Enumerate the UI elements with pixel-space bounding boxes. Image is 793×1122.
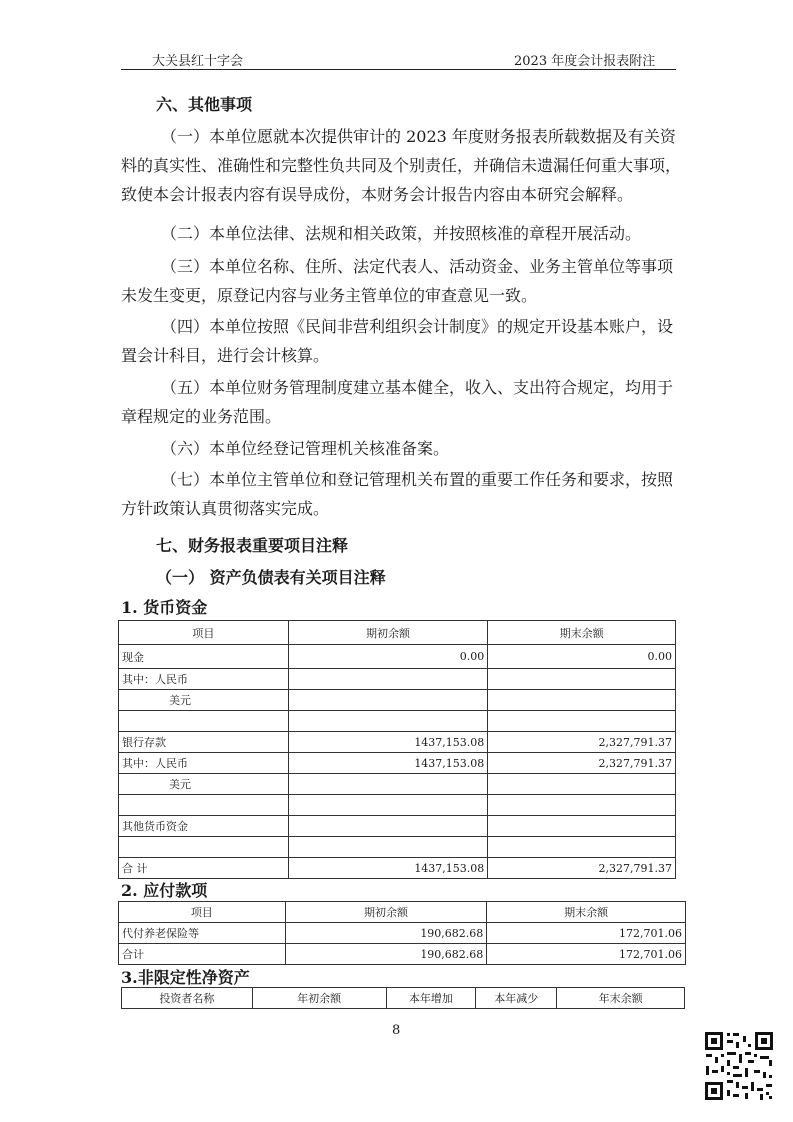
header-cell: 期末余额 [487, 902, 686, 923]
paragraph-2 [121, 219, 681, 248]
table-cell: 合 计 [119, 858, 289, 879]
header-cell: 期初余额 [285, 902, 487, 923]
table-row [119, 645, 676, 669]
table-cell: 其中：人民币 [119, 669, 289, 690]
table-row [119, 774, 676, 795]
header-cell: 年初余额 [252, 988, 386, 1009]
payables-title: 2. 应付款项 [121, 881, 208, 900]
section-7-subtitle: （一） 资产负债表有关项目注释 [156, 568, 386, 587]
table-header-row [119, 621, 676, 645]
header-cell: 本年增加 [386, 988, 476, 1009]
table-row [119, 711, 676, 732]
paragraph-6 [121, 434, 681, 463]
table-cell [288, 690, 488, 711]
table-cell: 代付养老保险等 [119, 923, 286, 944]
table-cell: 2,327,791.37 [488, 753, 676, 774]
paragraph-1-text: （一）本单位愿就本次提供审计的 2023 年度财务报表所载数据及有关资料的真实性、准确性和完整性负共同及个别责任，并确信未遗漏任何重大事项，致使本会计报表内容有误导成份，本财务会计报告内容由本研究会解释。 [121, 127, 682, 204]
net-assets-title: 3.非限定性净资产 [121, 968, 250, 987]
table-cell [488, 795, 676, 816]
table-cell [488, 837, 676, 858]
table-cell: 现金 [119, 645, 289, 669]
table-row [119, 795, 676, 816]
table-row [119, 732, 676, 753]
table-row [119, 816, 676, 837]
table-cell: 2,327,791.37 [488, 732, 676, 753]
table-cell: 银行存款 [119, 732, 289, 753]
table-cell [288, 669, 488, 690]
header-org-name: 大关县红十字会 [152, 54, 244, 69]
table-cell [288, 816, 488, 837]
table-cell: 1437,153.08 [288, 858, 488, 879]
header-cell: 投资者名称 [122, 988, 253, 1009]
paragraph-5-text: （五）本单位财务管理制度建立基本健全，收入、支出符合规定，均用于章程规定的业务范围。 [121, 378, 674, 426]
header-cell: 项目 [119, 621, 289, 645]
table-row [119, 690, 676, 711]
table-cell: 172,701.06 [487, 944, 686, 965]
paragraph-5 [121, 373, 681, 431]
qr-code [703, 1030, 775, 1102]
table-cell [288, 795, 488, 816]
table-cell [119, 837, 289, 858]
table-cell: 190,682.68 [285, 923, 487, 944]
page-number: 8 [392, 1023, 401, 1038]
table-header-row [119, 902, 686, 923]
table-cell: 美元 [119, 690, 289, 711]
header-cell: 期初余额 [288, 621, 488, 645]
table-row [119, 923, 686, 944]
table-row [119, 669, 676, 690]
paragraph-7 [121, 465, 681, 523]
header-cell: 期末余额 [488, 621, 676, 645]
table-cell: 其他货币资金 [119, 816, 289, 837]
table-cell [488, 816, 676, 837]
paragraph-3 [121, 252, 681, 310]
table-cell: 1437,153.08 [288, 732, 488, 753]
header-cell: 本年减少 [476, 988, 557, 1009]
table-cell: 其中：人民币 [119, 753, 289, 774]
table-cell: 0.00 [288, 645, 488, 669]
paragraph-2-text: （二）本单位法律、法规和相关政策，并按照核准的章程开展活动。 [161, 224, 642, 243]
cash-table [118, 620, 676, 879]
table-cell: 172,701.06 [487, 923, 686, 944]
net-assets-table [121, 987, 685, 1009]
paragraph-4-text: （四）本单位按照《民间非营利组织会计制度》的规定开设基本账户，设置会计科目，进行会计核算。 [121, 317, 674, 365]
table-cell: 190,682.68 [285, 944, 487, 965]
table-row-total [119, 858, 676, 879]
table-row [119, 837, 676, 858]
section-6-title: 六、其他事项 [156, 95, 253, 114]
table-cell [288, 837, 488, 858]
table-cell [488, 690, 676, 711]
table-cell [488, 774, 676, 795]
paragraph-6-text: （六）本单位经登记管理机关核准备案。 [161, 439, 450, 458]
paragraph-1 [121, 122, 681, 209]
paragraph-3-text: （三）本单位名称、住所、法定代表人、活动资金、业务主管单位等事项未发生变更，原登记内容与业务主管单位的审查意见一致。 [121, 257, 674, 305]
table-cell: 合计 [119, 944, 286, 965]
table-cell [288, 711, 488, 732]
table-cell: 1437,153.08 [288, 753, 488, 774]
header-report-title: 2023 年度会计报表附注 [514, 54, 656, 69]
table-row-total [119, 944, 686, 965]
payables-table [118, 901, 686, 965]
header-rule [121, 69, 676, 70]
table-cell [119, 795, 289, 816]
table-cell: 美元 [119, 774, 289, 795]
qr-code-graphic [703, 1030, 775, 1102]
paragraph-4 [121, 312, 681, 370]
table-cell: 2,327,791.37 [488, 858, 676, 879]
table-cell [119, 711, 289, 732]
paragraph-7-text: （七）本单位主管单位和登记管理机关布置的重要工作任务和要求，按照方针政策认真贯彻落实完成。 [121, 470, 674, 518]
table-cell: 0.00 [488, 645, 676, 669]
table-row [119, 753, 676, 774]
table-cell [488, 669, 676, 690]
section-7-title: 七、财务报表重要项目注释 [156, 536, 349, 555]
table-header-row [122, 988, 685, 1009]
cash-title: 1. 货币资金 [121, 598, 208, 617]
table-cell [288, 774, 488, 795]
header-cell: 项目 [119, 902, 286, 923]
header-cell: 年末余额 [557, 988, 685, 1009]
table-cell [488, 711, 676, 732]
